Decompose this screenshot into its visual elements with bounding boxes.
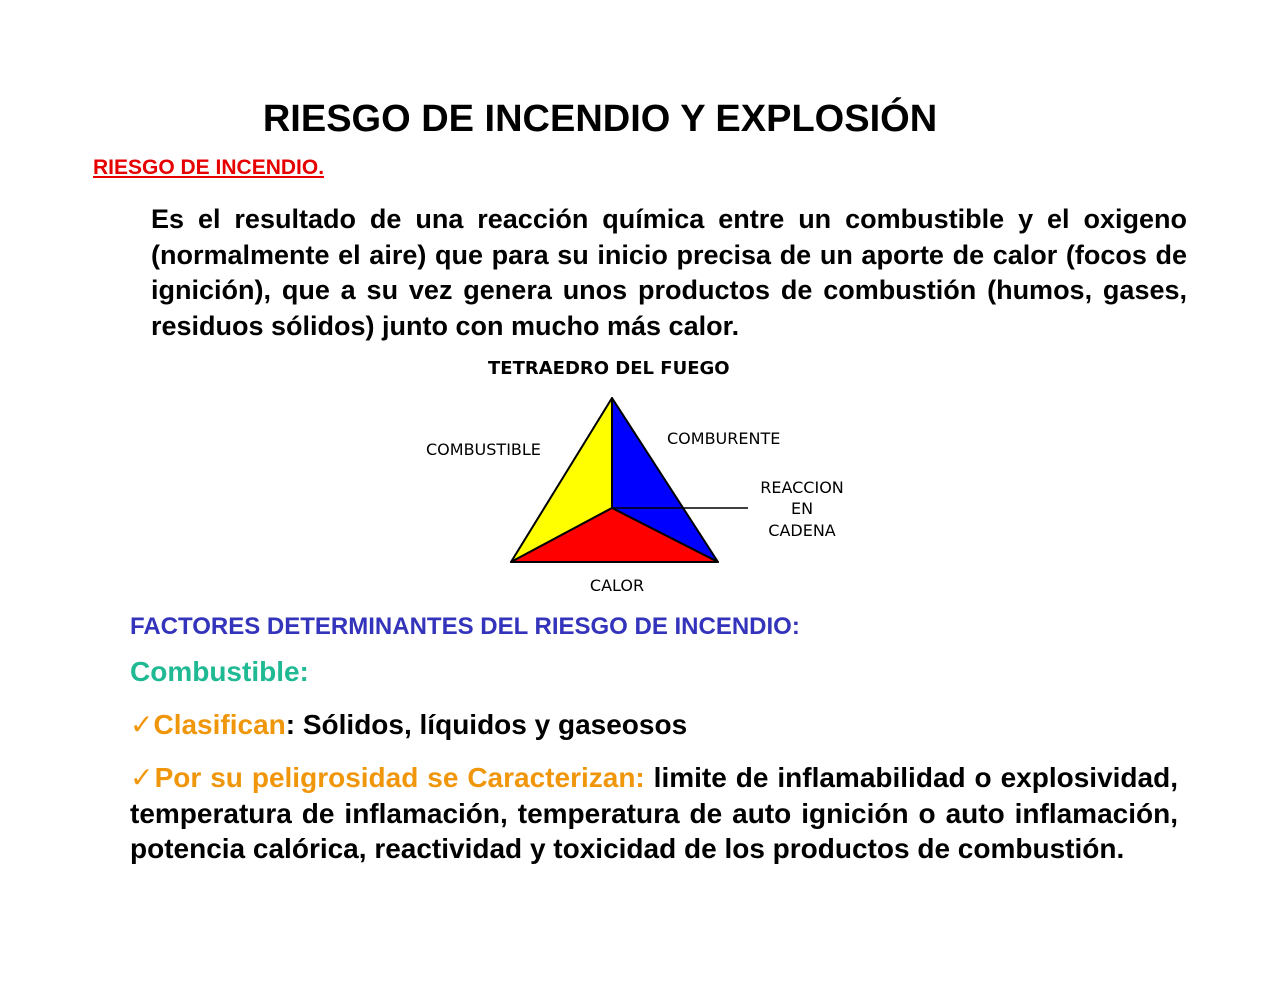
check-icon: ✓ <box>130 709 154 740</box>
calor-label: CALOR <box>589 576 645 595</box>
bullet-key: Clasifican <box>153 709 286 740</box>
bullet-text: : Sólidos, líquidos y gaseosos <box>285 709 688 740</box>
bullet-peligrosidad <box>130 760 1178 867</box>
bullet-key: Por su peligrosidad se Caracterizan: <box>154 762 645 793</box>
intro-paragraph: Es el resultado de una reacción química entre un combustible y el oxigeno (normalmente el aire) que para su inicio precisa de un aporte de calor (focos de ignición), que a su vez genera unos productos de combustión (humos, gases, residuos sólidos) junto con mucho más calor. <box>151 204 1187 341</box>
reaccion-label-line1: REACCION <box>760 478 844 497</box>
reaccion-label-line2: EN <box>790 499 814 518</box>
bullet-text: limite de inflamabilidad o explosividad, temperatura de inflamación, temperatura de auto ignición o auto inflamación, potencia calórica, reactividad y toxicidad de los productos de combustión. <box>130 762 1178 864</box>
bullet-clasifican <box>130 708 1178 741</box>
check-icon: ✓ <box>130 762 155 793</box>
combustible-label: COMBUSTIBLE <box>426 440 541 459</box>
page-title: RIESGO DE INCENDIO Y EXPLOSIÓN <box>262 98 938 140</box>
diagram-title: TETRAEDRO DEL FUEGO <box>488 358 730 379</box>
factors-heading: FACTORES DETERMINANTES DEL RIESGO DE INCENDIO: <box>130 613 800 640</box>
comburente-label: COMBURENTE <box>667 429 781 448</box>
combustible-heading: Combustible: <box>130 656 309 687</box>
fire-tetrahedron-diagram <box>421 343 859 603</box>
section-link-riesgo-incendio[interactable]: RIESGO DE INCENDIO. <box>93 156 325 179</box>
reaccion-label-line3: CADENA <box>768 521 836 540</box>
